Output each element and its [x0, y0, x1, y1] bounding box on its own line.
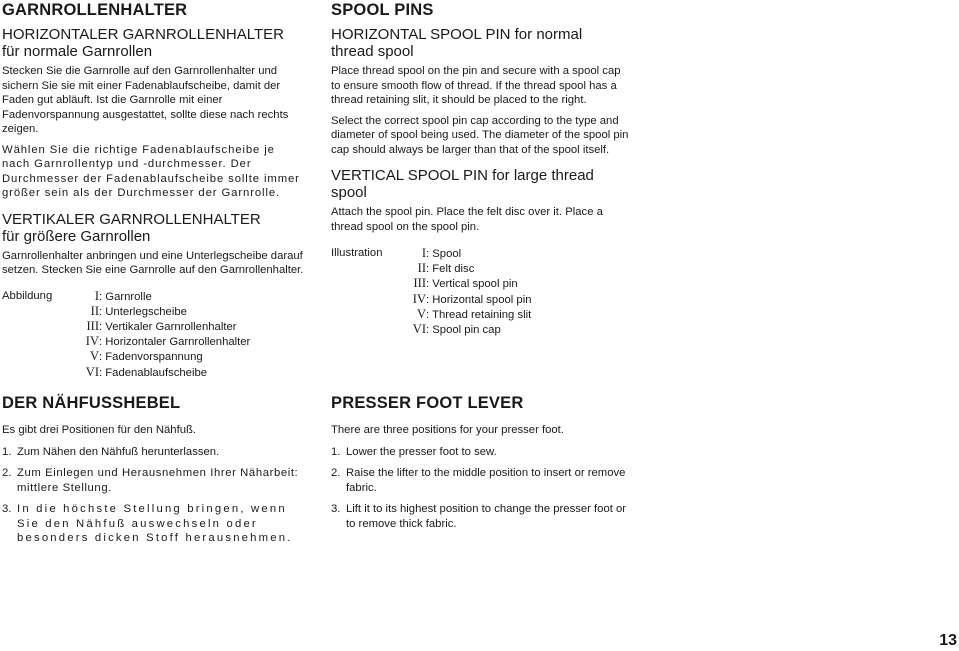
vertical-heading-line-2: für größere Garnrollen — [2, 227, 151, 245]
vertical-heading-line-1: VERTIKALER GARNROLLENHALTER — [2, 210, 261, 228]
illustration-item — [62, 349, 304, 364]
vertical-paragraph: Garnrollenhalter anbringen und eine Unterlegscheibe darauf setzen. Stecken Sie eine Garnrolle auf den Garnrollenhalter. — [2, 249, 304, 276]
lever-step-list — [331, 445, 633, 532]
step-text: Zum Nähen den Nähfuß herunterlassen. — [17, 445, 220, 458]
lever-intro: There are three positions for your presser foot. — [331, 424, 564, 436]
lever-step — [2, 445, 304, 460]
horizontal-heading-line-1: HORIZONTALER GARNROLLENHALTER — [2, 26, 284, 43]
roman-numeral: IV — [412, 291, 426, 306]
roman-numeral: I — [421, 246, 426, 260]
illustration-legend — [331, 246, 633, 337]
illustration-item — [62, 304, 304, 319]
lever-steps — [2, 423, 304, 546]
step-number: 2. — [2, 467, 12, 479]
illustration-item-text: : Fadenvorspannung — [99, 351, 203, 364]
roman-numeral: IV — [85, 334, 99, 349]
section-title: SPOOL PINS — [331, 1, 434, 19]
illustration-item-text: : Vertical spool pin — [426, 278, 518, 291]
illustration-item-text: : Horizontal spool pin — [426, 293, 532, 306]
illustration-item — [62, 289, 304, 304]
roman-numeral: III — [86, 318, 99, 333]
step-text: Lift it to its highest position to change the presser foot or to remove thick fabric. — [346, 503, 627, 530]
horizontal-paragraph-2: Select the correct spool pin cap according to the type and diameter of spool being used. The diameter of the spool pin cap should always be larger than that of the spool itself. — [331, 114, 629, 156]
illustration-item-text: : Spool — [426, 248, 462, 260]
illustration-item — [62, 334, 304, 349]
vertical-heading — [331, 167, 633, 201]
illustration-item-text: : Horizontaler Garnrollenhalter — [99, 336, 251, 349]
vertical-heading-line-2: spool — [331, 184, 367, 201]
step-number: 1. — [331, 445, 341, 458]
horizontal-heading-line-2: für normale Garnrollen — [2, 43, 153, 60]
illustration-item — [389, 322, 633, 337]
step-number: 1. — [2, 445, 12, 458]
lever-step — [331, 502, 633, 531]
page-number: 13 — [939, 632, 957, 649]
illustration-item-text: : Vertikaler Garnrollenhalter — [99, 320, 237, 333]
horizontal-paragraph-1: Stecken Sie die Garnrolle auf den Garnrollenhalter und sichern Sie sie mit einer Fadenablaufscheibe, damit der Faden gut abläuft. Ist die Garnrolle mit einer Fadenvorspannung ausgestattet, sollte diese nach rechts zeigen. — [2, 65, 289, 135]
section-title: GARNROLLENHALTER — [2, 1, 188, 19]
step-number: 3. — [2, 503, 12, 515]
lever-step-list — [2, 445, 304, 546]
lever-step — [331, 445, 633, 460]
lever-step — [2, 502, 304, 546]
roman-numeral: I — [94, 288, 99, 303]
roman-numeral: VI — [85, 364, 99, 379]
horizontal-heading-line-1: HORIZONTAL SPOOL PIN for normal — [331, 26, 583, 43]
illustration-list — [62, 289, 304, 380]
illustration-item-text: : Unterlegscheibe — [99, 305, 187, 318]
vertical-heading-line-1: VERTICAL SPOOL PIN for large thread — [331, 167, 594, 184]
illustration-item-text: : Felt disc — [426, 263, 475, 276]
step-number: 3. — [331, 503, 341, 515]
illustration-item — [389, 276, 633, 291]
step-text: Raise the lifter to the middle position to insert or remove fabric. — [346, 467, 626, 494]
horizontal-heading — [331, 26, 633, 60]
roman-numeral: II — [90, 303, 99, 318]
step-number: 2. — [331, 467, 341, 479]
english-lever-section — [331, 391, 633, 538]
step-text: In die höchste Stellung bringen, wenn Sie den Nähfuß auswechseln oder besonders dicken Stoff herausnehmen. — [17, 503, 293, 544]
roman-numeral: II — [417, 261, 426, 276]
illustration-legend — [2, 289, 304, 380]
german-lever-section — [2, 391, 304, 553]
horizontal-paragraph-2: Wählen Sie die richtige Fadenablaufscheibe je nach Garnrollentyp und -durchmesser. Der Durchmesser der Fadenablaufscheibe sollte immer größer sein als der Durchmesser der Garnrolle. — [2, 143, 300, 199]
illustration-item — [62, 319, 304, 334]
illustration-label: Abbildung — [2, 289, 53, 302]
english-spool-section — [331, 0, 633, 337]
lever-title: PRESSER FOOT LEVER — [331, 394, 524, 412]
illustration-item-text: : Garnrolle — [99, 290, 152, 303]
illustration-item — [389, 307, 633, 322]
vertical-paragraph: Attach the spool pin. Place the felt disc over it. Place a thread spool on the spool pin. — [331, 206, 603, 233]
lever-intro: Es gibt drei Positionen für den Nähfuß. — [2, 424, 197, 436]
illustration-label: Illustration — [331, 247, 383, 259]
horizontal-heading — [2, 26, 304, 60]
horizontal-paragraph-1: Place thread spool on the pin and secure with a spool cap to ensure smooth flow of thread. If the thread spool has a thread retaining slit, it should be placed to the right. — [331, 65, 621, 106]
step-text: Lower the presser foot to sew. — [346, 445, 497, 458]
lever-step — [331, 466, 633, 495]
lever-steps — [331, 423, 633, 531]
illustration-item-text: : Spool pin cap — [426, 324, 501, 337]
german-spool-section — [2, 0, 304, 380]
illustration-list — [389, 246, 633, 337]
illustration-item — [389, 261, 633, 276]
horizontal-heading-line-2: thread spool — [331, 43, 414, 60]
roman-numeral: VI — [412, 322, 426, 337]
roman-numeral: III — [413, 276, 426, 291]
illustration-item-text: : Thread retaining slit — [426, 308, 532, 321]
roman-numeral: V — [416, 306, 426, 321]
lever-title: DER NÄHFUSSHEBEL — [2, 394, 181, 412]
illustration-item — [389, 246, 633, 261]
step-text: Zum Einlegen und Herausnehmen Ihrer Näharbeit: mittlere Stellung. — [17, 467, 299, 494]
lever-step — [2, 466, 304, 495]
roman-numeral: V — [89, 349, 99, 364]
vertical-heading — [2, 211, 304, 245]
illustration-item — [389, 292, 633, 307]
illustration-item-text: : Fadenablaufscheibe — [99, 366, 208, 379]
illustration-item — [62, 365, 304, 380]
